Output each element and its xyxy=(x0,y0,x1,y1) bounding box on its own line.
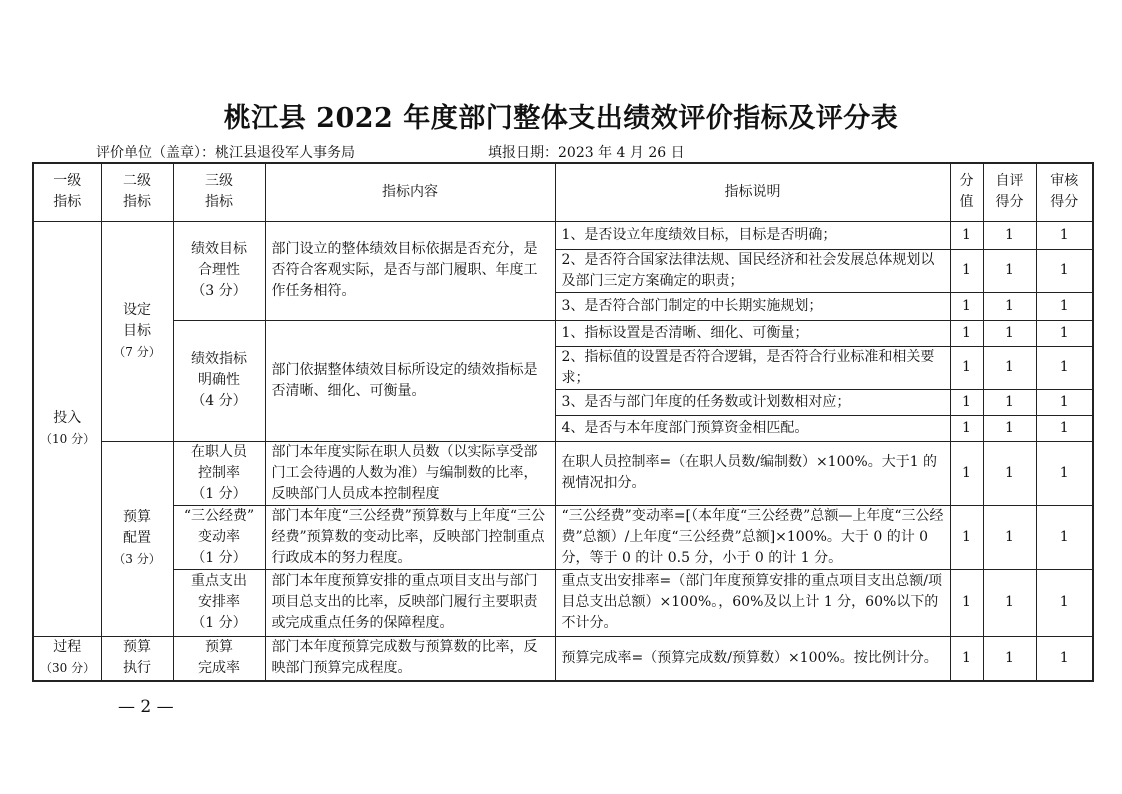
explain-cell: 2、是否符合国家法律法规、国民经济和社会发展总体规划以及部门三定方案确定的职责； xyxy=(555,249,950,292)
header-level3 xyxy=(173,163,265,221)
level3-staff-control-points: （1 分） xyxy=(191,485,247,502)
score-cell: 1 xyxy=(950,346,983,389)
level2-budget-config-name: 预算 配置 xyxy=(123,509,151,546)
explain-cell: 在职人员控制率=（在职人员数/编制数）×100%。大于1 的视情况扣分。 xyxy=(555,441,950,505)
self-score-cell: 1 xyxy=(983,221,1036,249)
header-level2 xyxy=(101,163,173,221)
level2-target xyxy=(101,221,173,441)
score-cell: 1 xyxy=(950,441,983,505)
explain-cell: 3、是否与部门年度的任务数或计划数相对应； xyxy=(555,389,950,415)
score-cell: 1 xyxy=(950,292,983,320)
level2-target-name: 设定 目标 xyxy=(123,301,151,339)
level2-target-points: （7 分） xyxy=(113,344,161,359)
header-audit xyxy=(1036,163,1093,221)
self-score-cell: 1 xyxy=(983,320,1036,346)
level1-process-name: 过程 xyxy=(53,639,82,656)
self-score-cell: 1 xyxy=(983,441,1036,505)
self-score-cell: 1 xyxy=(983,249,1036,292)
explain-cell: 2、指标值的设置是否符合逻辑，是否符合行业标准和相关要求； xyxy=(555,346,950,389)
level3-staff-control-name: 在职人员 控制率 xyxy=(191,443,247,481)
level3-staff-control xyxy=(173,441,265,505)
score-cell: 1 xyxy=(950,636,983,681)
header-score-label: 分 值 xyxy=(959,173,974,211)
header-explain-label: 指标说明 xyxy=(724,183,781,200)
table-row xyxy=(33,221,1093,249)
level3-key-expense-points: （1 分） xyxy=(191,615,247,631)
header-content xyxy=(265,163,555,221)
evaluation-unit: 评价单位（盖章）：桃江县退役军人事务局 xyxy=(96,145,355,161)
score-cell: 1 xyxy=(950,569,983,636)
header-level1-label: 一级 指标 xyxy=(53,173,82,211)
level3-indicator-clarity-points: （4 分） xyxy=(191,393,247,409)
audit-score-cell: 1 xyxy=(1036,415,1093,441)
level3-goal-rationality-name: 绩效目标 合理性 xyxy=(191,241,247,278)
self-score-cell: 1 xyxy=(983,292,1036,320)
level3-three-public-change xyxy=(173,505,265,569)
self-score-cell: 1 xyxy=(983,636,1036,681)
header-content-label: 指标内容 xyxy=(382,183,438,200)
audit-score-cell: 1 xyxy=(1036,569,1093,636)
level3-budget-completion xyxy=(173,636,265,681)
audit-score-cell: 1 xyxy=(1036,249,1093,292)
level3-goal-rationality-points: （3 分） xyxy=(191,283,247,299)
table-row xyxy=(33,505,1093,569)
score-cell: 1 xyxy=(950,415,983,441)
level3-key-expense xyxy=(173,569,265,636)
level1-input xyxy=(33,221,101,636)
explain-cell: 4、是否与本年度部门预算资金相匹配。 xyxy=(555,415,950,441)
level1-process xyxy=(33,636,101,681)
audit-score-cell: 1 xyxy=(1036,346,1093,389)
level3-key-expense-name: 重点支出 安排率 xyxy=(191,573,247,610)
level3-indicator-clarity-name: 绩效指标 明确性 xyxy=(191,351,247,388)
explain-cell: 3、是否符合部门制定的中长期实施规划； xyxy=(555,292,950,320)
header-audit-label: 审核 得分 xyxy=(1050,173,1079,211)
content-goal-rationality: 部门设立的整体绩效目标依据是否充分，是否符合客观实际，是否与部门履职、年度工作任务相符。 xyxy=(265,221,555,320)
level3-budget-completion-name: 预算 完成率 xyxy=(198,639,240,677)
score-cell: 1 xyxy=(950,389,983,415)
level3-indicator-clarity xyxy=(173,320,265,441)
level2-budget-config xyxy=(101,441,173,636)
explain-cell: 重点支出安排率=（部门年度预算安排的重点项目支出总额/项目总支出总额）×100%。，60%及以上计 1 分，60%以下的不计分。 xyxy=(555,569,950,636)
explain-cell: 预算完成率=（预算完成数/预算数）×100%。按比例计分。 xyxy=(555,636,950,681)
level2-budget-exec xyxy=(101,636,173,681)
audit-score-cell: 1 xyxy=(1036,441,1093,505)
header-level2-label: 二级 指标 xyxy=(123,173,151,211)
self-score-cell: 1 xyxy=(983,569,1036,636)
header-explain xyxy=(555,163,950,221)
score-table xyxy=(32,162,1094,682)
header-self xyxy=(983,163,1036,221)
level2-budget-exec-name: 预算 执行 xyxy=(123,639,151,677)
self-score-cell: 1 xyxy=(983,415,1036,441)
page-number: — 2 — xyxy=(118,697,174,717)
page-title: 桃江县 2022 年度部门整体支出绩效评价指标及评分表 xyxy=(223,103,899,134)
self-score-cell: 1 xyxy=(983,346,1036,389)
table-row xyxy=(33,441,1093,505)
header-level1 xyxy=(33,163,101,221)
level3-goal-rationality xyxy=(173,221,265,320)
content-three-public-change: 部门本年度“三公经费”预算数与上年度“三公经费”预算数的变动比率，反映部门控制重点行政成本的努力程度。 xyxy=(265,505,555,569)
content-key-expense: 部门本年度预算安排的重点项目支出与部门项目总支出的比率，反映部门履行主要职责或完成重点任务的保障程度。 xyxy=(265,569,555,636)
score-cell: 1 xyxy=(950,221,983,249)
content-staff-control: 部门本年度实际在职人员数（以实际享受部门工会待遇的人数为准）与编制数的比率，反映部门人员成本控制程度 xyxy=(265,441,555,505)
self-score-cell: 1 xyxy=(983,389,1036,415)
score-cell: 1 xyxy=(950,505,983,569)
level3-three-public-change-name: “三公经费” 变动率 xyxy=(183,507,255,545)
header-level3-label: 三级 指标 xyxy=(205,173,233,211)
header-row xyxy=(33,163,1093,221)
header-score xyxy=(950,163,983,221)
audit-score-cell: 1 xyxy=(1036,389,1093,415)
level2-budget-config-points: （3 分） xyxy=(113,552,161,566)
explain-cell: 1、是否设立年度绩效目标，目标是否明确； xyxy=(555,221,950,249)
table-row xyxy=(33,636,1093,681)
content-indicator-clarity: 部门依据整体绩效目标所设定的绩效指标是否清晰、细化、可衡量。 xyxy=(265,320,555,441)
audit-score-cell: 1 xyxy=(1036,636,1093,681)
audit-score-cell: 1 xyxy=(1036,221,1093,249)
score-cell: 1 xyxy=(950,320,983,346)
table-row xyxy=(33,320,1093,346)
audit-score-cell: 1 xyxy=(1036,505,1093,569)
level1-input-name: 投入 xyxy=(53,409,82,426)
score-cell: 1 xyxy=(950,249,983,292)
level1-process-points: （30 分） xyxy=(40,661,96,676)
explain-cell: “三公经费”变动率=[（本年度“三公经费”总额—上年度“三公经费”总额）/上年度“三公经费”总额]×100%。大于 0 的计 0 分，等于 0 的计 0.5 分，小于 0 的计 1 分。 xyxy=(555,505,950,569)
header-self-label: 自评 得分 xyxy=(995,173,1024,211)
explain-cell: 1、指标设置是否清晰、细化、可衡量； xyxy=(555,320,950,346)
fill-date: 填报日期：2023 年 4 月 26 日 xyxy=(488,145,685,161)
self-score-cell: 1 xyxy=(983,505,1036,569)
audit-score-cell: 1 xyxy=(1036,320,1093,346)
content-budget-completion: 部门本年度预算完成数与预算数的比率，反映部门预算完成程度。 xyxy=(265,636,555,681)
level3-three-public-change-points: （1 分） xyxy=(191,549,247,566)
level1-input-points: （10 分） xyxy=(40,431,96,446)
table-row xyxy=(33,569,1093,636)
audit-score-cell: 1 xyxy=(1036,292,1093,320)
